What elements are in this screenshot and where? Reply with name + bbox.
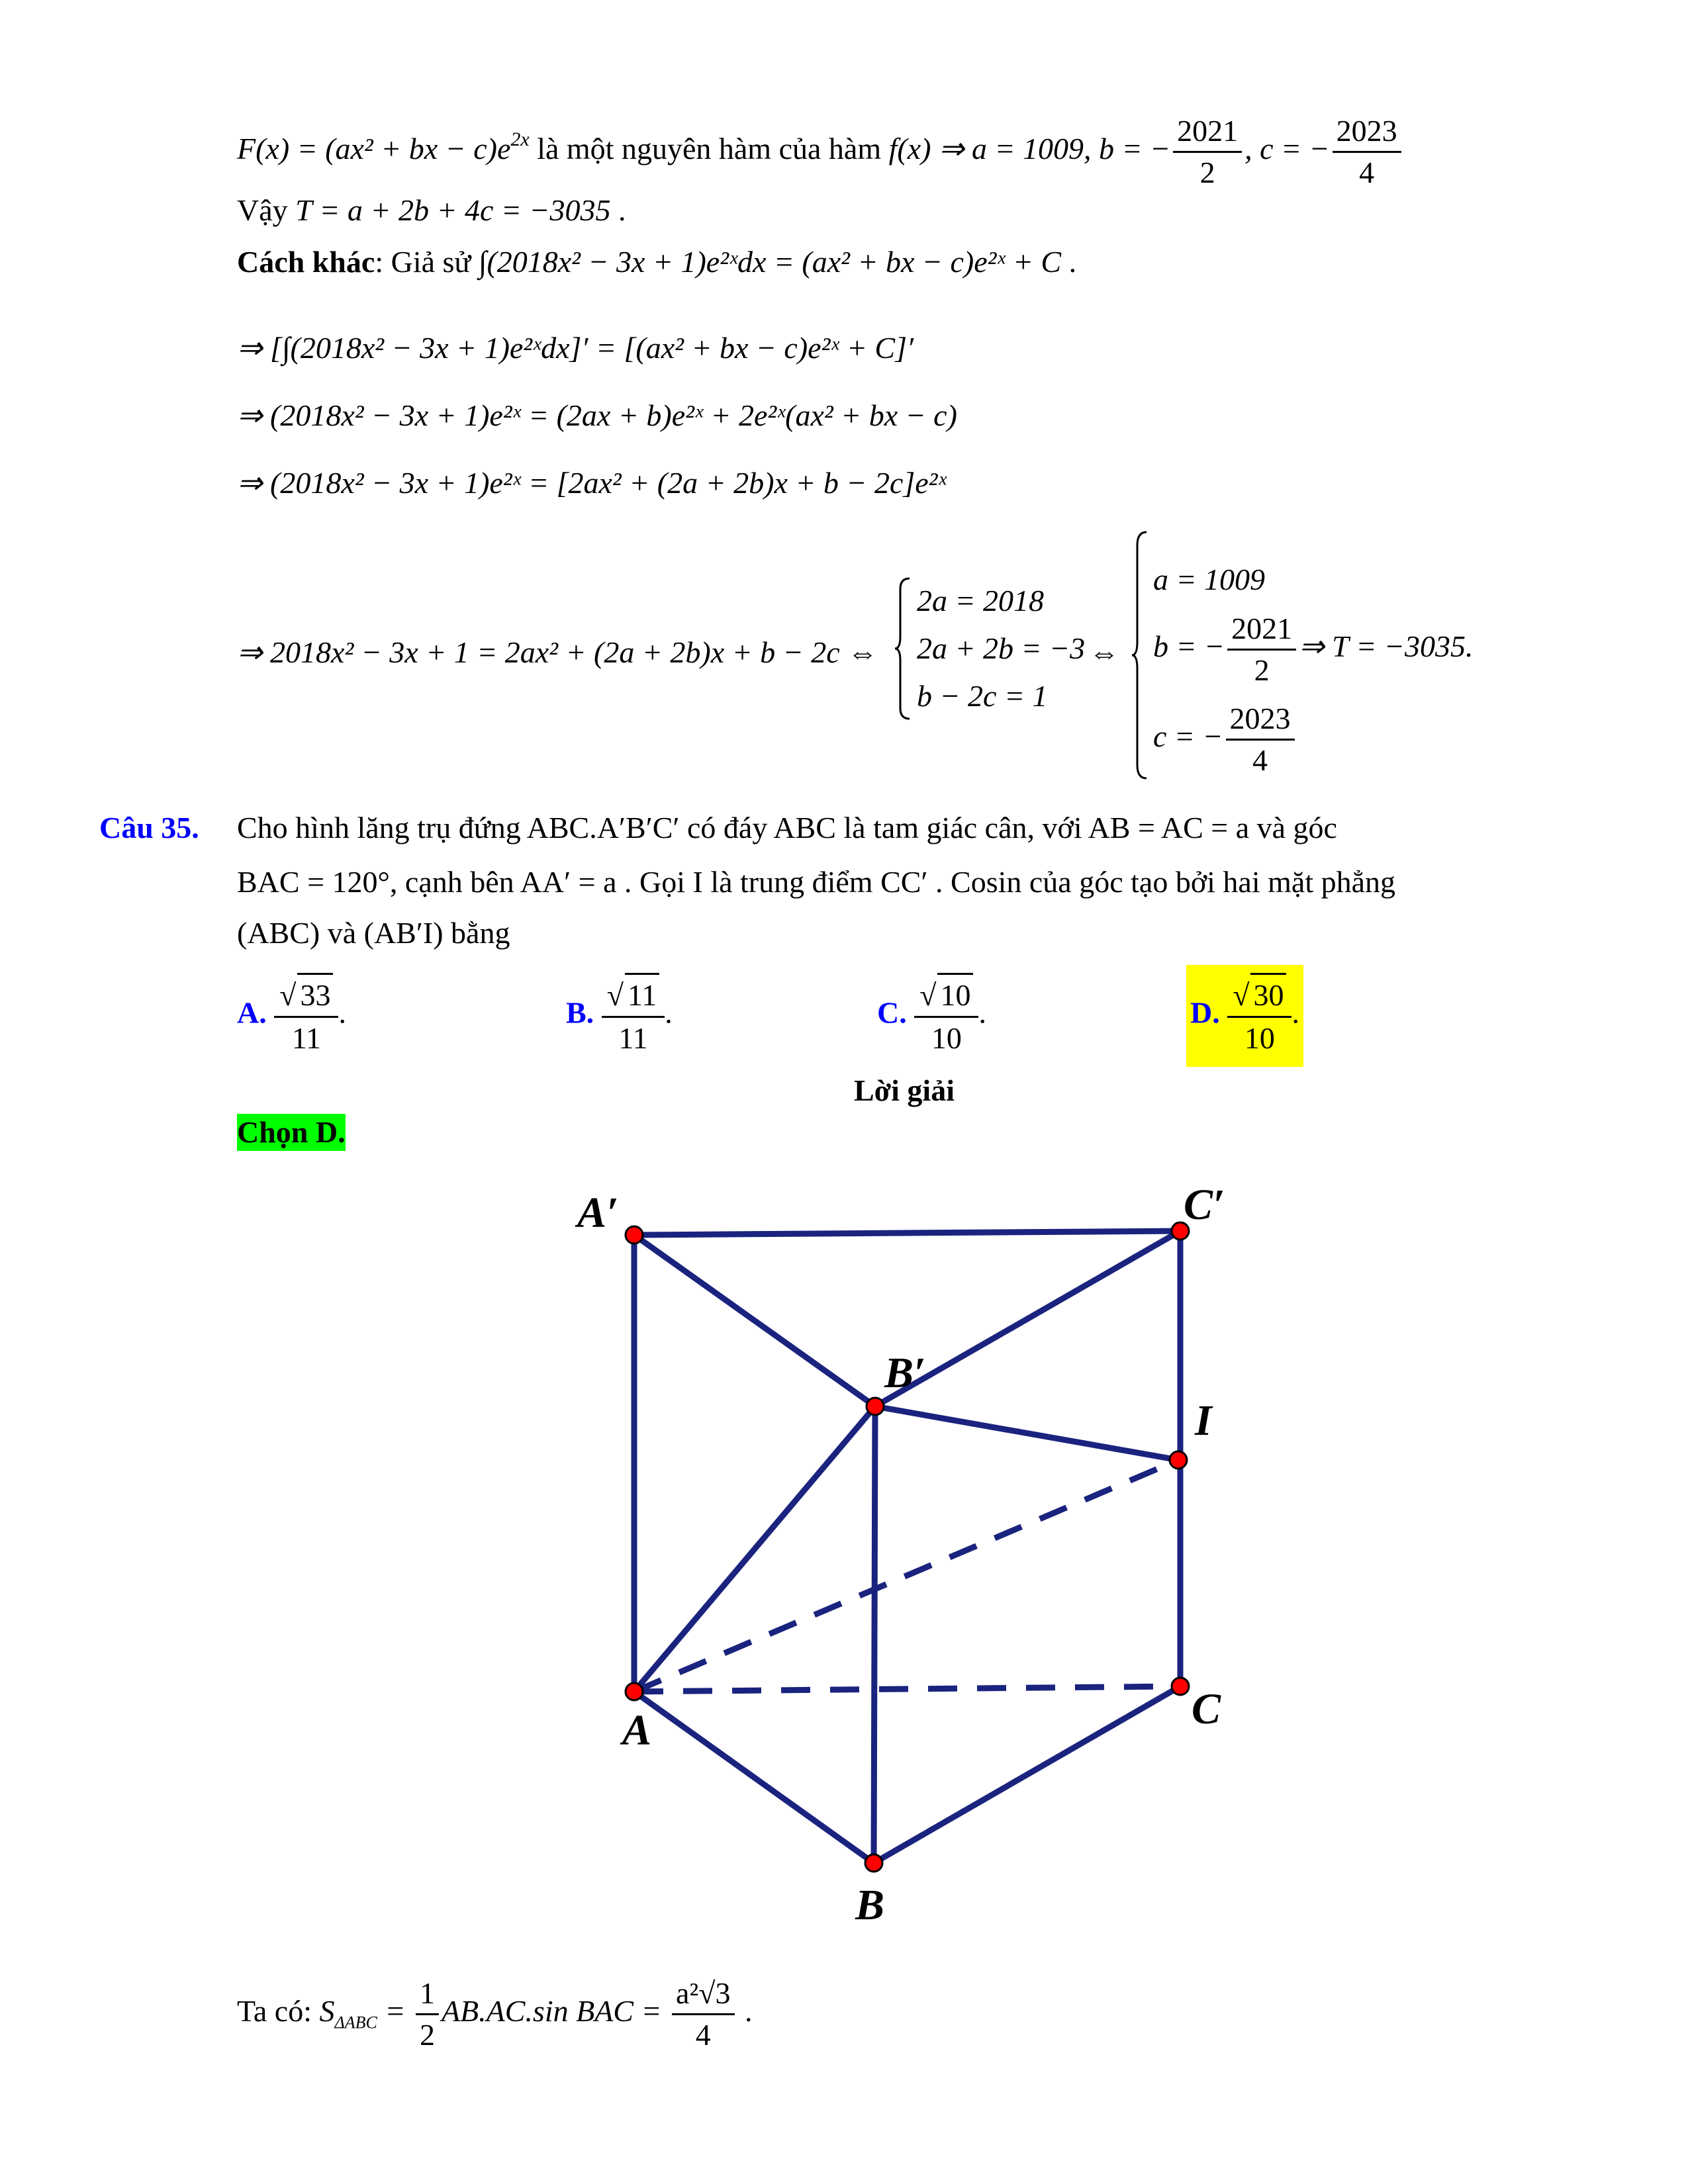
edge-AB1 [634, 1406, 875, 1692]
option-a-letter: A. [237, 995, 267, 1030]
frac-num: √ 33 [274, 973, 338, 1018]
label-B1: B′ [884, 1349, 926, 1397]
area-formula [237, 1974, 753, 2055]
alt-method-label: Cách khác [237, 245, 375, 279]
frac-den: 2 [1199, 156, 1215, 189]
frac-den: 11 [618, 1021, 648, 1055]
label-A: A [622, 1706, 652, 1754]
period: . [737, 1994, 753, 2028]
frac-num: √ 30 [1227, 973, 1291, 1018]
formula-c: , c = − [1244, 132, 1330, 166]
label-B: B [855, 1881, 885, 1929]
frac-num: a²√3 [672, 1974, 734, 2015]
edge-BB1 [874, 1406, 875, 1863]
label-I: I [1195, 1396, 1212, 1445]
derivative-line: ⇒ [∫(2018x² − 3x + 1)e²ˣdx]′ = [(ax² + bx − c)e²ˣ + C]′ [237, 331, 914, 365]
equals: = [377, 1994, 413, 2028]
formula-T: T = a + 2b + 4c = −3035 [295, 193, 611, 227]
label-C1: C′ [1184, 1181, 1225, 1229]
frac-num: 2021 [1173, 111, 1242, 153]
iff-symbol: ⇔ [1089, 635, 1119, 669]
option-b-letter: B. [566, 995, 594, 1030]
b-eq: b = − [1153, 629, 1225, 664]
frac-num: 2021 [1227, 609, 1296, 651]
area-expression: AB.AC.sin BAC = [441, 1994, 670, 2028]
formula-f-coeffs: f(x) ⇒ a = 1009, b = − [888, 132, 1171, 166]
period: . [610, 193, 626, 227]
frac-num: 2023 [1226, 699, 1295, 741]
solution-title: Lời giải [854, 1073, 955, 1107]
frac-num: √ 11 [602, 973, 665, 1018]
system2-a: a = 1009 [1153, 563, 1266, 596]
point-B1 [867, 1398, 884, 1415]
text-ta-co: Ta có: [237, 1994, 320, 2028]
formula-integral: ∫(2018x² − 3x + 1)e²ˣdx = (ax² + bx − c)e²ˣ + C [478, 245, 1062, 279]
frac-num: 1 [416, 1974, 439, 2015]
frac-den: 4 [1359, 156, 1375, 189]
chosen-answer: Chọn D. [237, 1114, 346, 1151]
point-I [1170, 1451, 1187, 1469]
c-eq: c = − [1153, 719, 1223, 754]
option-d[interactable]: D. $\frac{√ 30}{10}$ . [1186, 965, 1303, 1067]
sqrt-value: 30 [1250, 973, 1286, 1016]
area-symbol: S [319, 1994, 335, 2028]
option-b[interactable]: B. $\frac{√ 11}{11}$ . [566, 973, 673, 1059]
frac-den: 11 [291, 1021, 321, 1055]
edge-A1C1 [634, 1231, 1180, 1235]
edge-AI-hidden [634, 1460, 1178, 1692]
point-B [865, 1854, 882, 1872]
text-gia-su: : Giả sử [375, 245, 479, 279]
option-c[interactable]: C. $\frac{√ 10}{10}$ . [877, 973, 986, 1059]
edge-A1B1 [634, 1235, 875, 1406]
text-vay: Vậy [237, 193, 296, 227]
label-C: C [1192, 1685, 1221, 1733]
grouped-line: ⇒ (2018x² − 3x + 1)e²ˣ = [2ax² + (2a + 2b)x + b − 2c]e²ˣ [237, 466, 947, 500]
label-A1: A′ [577, 1189, 619, 1237]
frac-den: 4 [695, 2018, 711, 2052]
system1-eq1: 2a = 2018 [917, 584, 1045, 617]
coefficient-equation: ⇒ 2018x² − 3x + 1 = 2ax² + (2a + 2b)x + b − 2c ⇔ [237, 635, 878, 669]
area-subscript: ΔABC [334, 2013, 377, 2032]
edge-AB [634, 1692, 874, 1863]
frac-den: 10 [931, 1021, 962, 1055]
exponent: 2x [510, 128, 530, 151]
expansion-line: ⇒ (2018x² − 3x + 1)e²ˣ = (2ax + b)e²ˣ + 2e²ˣ(ax² + bx − c) [237, 398, 957, 432]
text-connector: là một nguyên hàm của hàm [529, 132, 889, 166]
sqrt-value: 33 [297, 973, 333, 1016]
sqrt-value: 11 [625, 973, 659, 1016]
fraction-result [672, 1974, 734, 2055]
result-T: ⇒ T = −3035. [1299, 629, 1474, 664]
point-A [626, 1683, 643, 1700]
period: . [1061, 245, 1077, 279]
frac-den: 4 [1252, 743, 1268, 777]
edge-BC [874, 1686, 1180, 1863]
frac-den: 2 [1254, 653, 1270, 687]
option-c-letter: C. [877, 995, 907, 1030]
system1-eq3: b − 2c = 1 [917, 679, 1048, 713]
option-d-letter: D. [1190, 995, 1220, 1030]
question-text-line3: (ABC) và (AB′I) bằng [237, 916, 510, 950]
sqrt-value: 10 [937, 973, 973, 1016]
option-a[interactable]: A. $\frac{√ 33}{11}$ . [237, 973, 346, 1059]
point-C [1172, 1678, 1189, 1695]
system1-eq2: 2a + 2b = −3 [917, 631, 1086, 665]
frac-num: 2023 [1333, 111, 1401, 153]
point-A1 [626, 1226, 643, 1244]
frac-den: 10 [1244, 1021, 1275, 1055]
fraction-half [416, 1974, 439, 2055]
formula-F: F(x) = (ax² + bx − c)e [237, 132, 511, 166]
question-text-line2: BAC = 120°, cạnh bên AA′ = a . Gọi I là trung điểm CC′ . Cosin của góc tạo bởi hai mặt phẳng [237, 865, 1396, 899]
edge-AC-hidden [634, 1686, 1180, 1692]
question-number: Câu 35. [99, 811, 199, 844]
question-text-line1: Cho hình lăng trụ đứng ABC.A′B′C′ có đáy ABC là tam giác cân, với AB = AC = a và góc [237, 811, 1337, 844]
frac-den: 2 [419, 2018, 435, 2052]
edge-B1I [875, 1406, 1178, 1460]
frac-num: √ 10 [914, 973, 978, 1018]
